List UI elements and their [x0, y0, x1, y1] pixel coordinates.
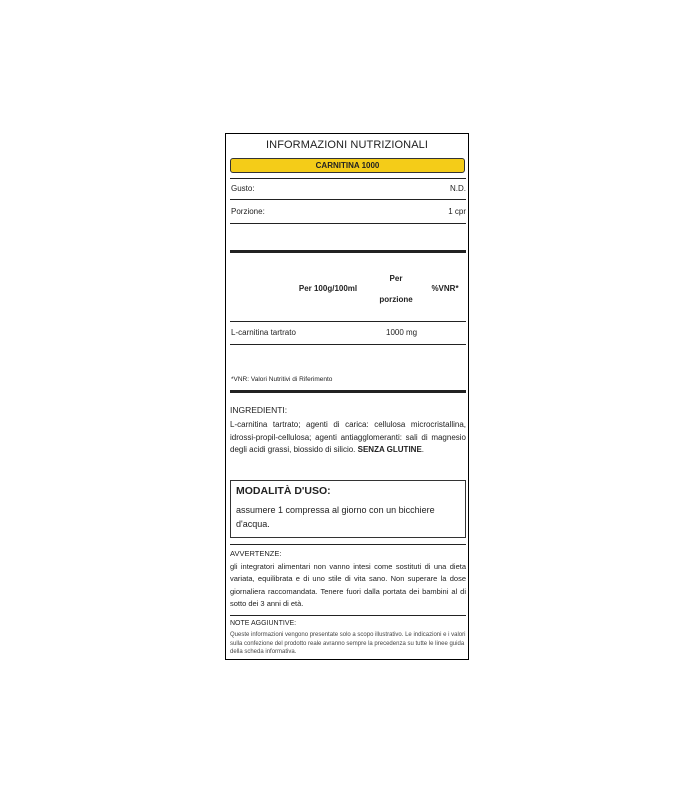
table-row	[231, 328, 466, 337]
column-header-per-100: Per 100g/100ml	[298, 284, 358, 293]
column-header-per-portion-line1: Per	[389, 274, 403, 283]
thick-divider	[230, 250, 466, 253]
thick-divider	[230, 390, 466, 393]
divider	[230, 223, 466, 224]
vnr-footnote: *VNR: Valori Nutritivi di Riferimento	[231, 376, 333, 383]
usage-box	[230, 480, 466, 538]
divider	[230, 178, 466, 179]
warnings-title: AVVERTENZE:	[230, 549, 282, 558]
notes-title: NOTE AGGIUNTIVE:	[230, 620, 297, 627]
flavor-row	[231, 184, 466, 193]
usage-text: assumere 1 compressa al giorno con un bicchiere d'acqua.	[236, 505, 435, 529]
column-header-per-portion-line2: porzione	[379, 295, 413, 304]
divider	[230, 321, 466, 322]
product-name-banner: CARNITINA 1000	[230, 158, 465, 173]
warnings-text: gli integratori alimentari non vanno intesi come sostituti di una dieta variata, equilibrata e di uno stile di vita sano. Non superare la dose giornaliera raccomandata. Tenere fuori dalla portata dei bambini al di sotto dei 3 anni di età.	[230, 562, 466, 608]
usage-title: MODALITÀ D'USO:	[236, 485, 331, 497]
serving-row	[231, 207, 466, 216]
column-header-vnr: %VNR*	[431, 284, 459, 293]
ingredients-text: L-carnitina tartrato; agenti di carica: cellulosa microcristallina, idrossi-propil-cellulosa; agenti antiagglomeranti: sali di magnesio degli acidi grassi, biossido di silicio. SENZA GLUTINE.	[230, 420, 466, 454]
ingredients-title: INGREDIENTI:	[230, 405, 288, 415]
flavor-value: N.D.	[450, 184, 466, 193]
divider	[230, 199, 466, 200]
nutrient-per-portion: 1000 mg	[386, 328, 418, 337]
divider	[230, 344, 466, 345]
serving-label: Porzione:	[231, 207, 265, 216]
gluten-free-note: SENZA GLUTINE	[357, 445, 422, 454]
nutrition-label	[225, 133, 469, 660]
divider	[230, 544, 466, 545]
label-title: INFORMAZIONI NUTRIZIONALI	[266, 139, 428, 151]
serving-value: 1 cpr	[448, 207, 466, 216]
notes-text: Queste informazioni vengono presentate solo a scopo illustrativo. Le indicazioni e i valori sulla confezione del prodotto reale avranno sempre la precedenza su tutte le linee guida della scheda informativa.	[230, 632, 466, 655]
flavor-label: Gusto:	[231, 184, 255, 193]
nutrient-name: L-carnitina tartrato	[231, 328, 296, 337]
divider	[230, 615, 466, 616]
